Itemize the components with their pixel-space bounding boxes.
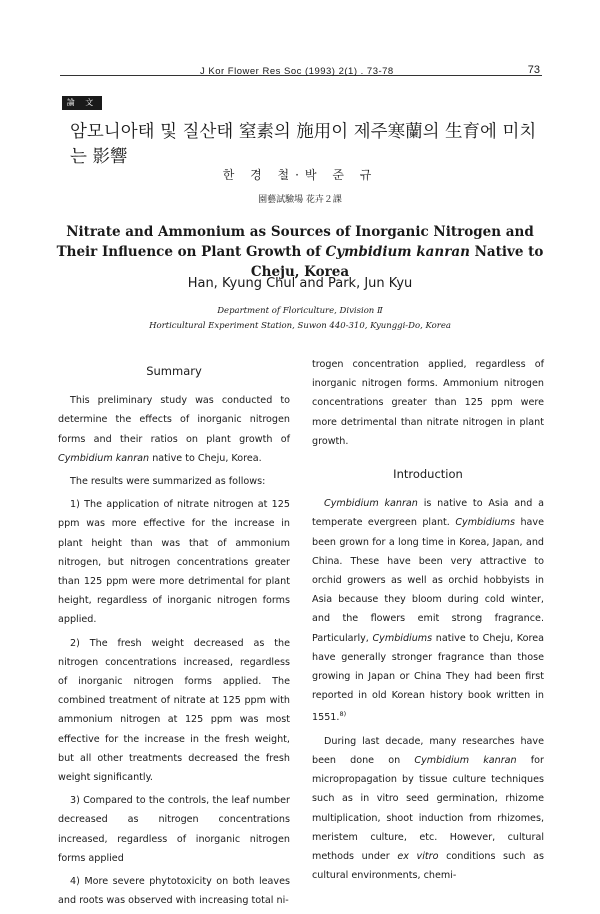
english-title — [50, 222, 550, 282]
korean-title: 암모니아태 및 질산태 窒素의 施用이 제주寒蘭의 生育에 미치는 影響 — [70, 122, 537, 167]
right-column — [312, 355, 544, 889]
intro-paragraph-2 — [312, 732, 544, 886]
summary-item-2: 2) The fresh weight decreased as the nitrogen concentrations increased, regardless of inorganic nitrogen forms applied. The combined treatment of nitrate at 125 ppm with ammonium nitrogen at 125 ppm was most effective for the increase in the fresh weight, but all other treatments decreased the fresh weight significantly. — [58, 637, 290, 784]
english-authors: Han, Kyung Chul and Park, Jun Kyu — [187, 276, 413, 291]
summary-intro-text-2: native to Cheju, Korea. — [152, 452, 262, 464]
english-affiliation — [0, 304, 600, 334]
korean-authors: 한 경 철·박 준 규 — [222, 168, 378, 182]
introduction-heading: Introduction — [393, 467, 463, 482]
affiliation-line1: Department of Floriculture, Division Ⅱ — [217, 306, 383, 316]
summary-results-lead: The results were summarized as follows: — [70, 476, 266, 488]
intro-p2-text-b: for micropropagation by tissue culture techniques such as in vitro seed germination, rhizome multiplication, shoot induction from rhizomes, meristem culture, etc. However, cultural methods under — [312, 755, 544, 863]
intro-text-a: is native to Asia and a temperate evergreen plant. — [312, 498, 544, 529]
summary-item-4: 4) More severe phytotoxicity on both leaves and roots was observed with increasing total ni- — [58, 876, 290, 907]
title-species: Cymbidium kanran — [325, 244, 470, 260]
summary-heading: Summary — [146, 364, 202, 378]
article-type-badge: 論 文 — [62, 96, 102, 110]
summary-intro-species: Cymbidium kanran — [58, 452, 150, 464]
title-part2: Native to Cheju, Korea — [250, 244, 544, 280]
summary-intro — [58, 391, 290, 468]
intro-p2-text-c: conditions such as cultural environments, chemi- — [312, 851, 544, 882]
intro-text-b: have been grown for a long time in Korea, Japan, and China. These have been very attractive to orchid growers as well as orchid hobbyists in Asia because they bloom during cold winter, and the flowers emit strong fragrance. Particularly, — [312, 517, 544, 644]
left-column — [58, 362, 290, 914]
summary-item-3: 3) Compared to the controls, the leaf number decreased as nitrogen concentrations increased, regardless of inorganic nitrogen forms applied — [58, 795, 290, 864]
summary-item-1: 1) The application of nitrate nitrogen at 125 ppm was more effective for the increase in plant height than was that of ammonium nitrogen, but nitrogen concentrations greater than 125 ppm were more detrimental for plant height, regardless of inorganic nitrogen forms applied. — [58, 499, 290, 626]
title-part1: Nitrate and Ammonium as Sources of Inorganic Nitrogen and Their Influence on Plant Growth of — [56, 224, 534, 260]
page-number: 73 — [527, 64, 540, 76]
intro-paragraph-1 — [312, 494, 544, 728]
reference-mark: 8) — [339, 710, 347, 719]
affiliation-line2: Horticultural Experiment Station, Suwon 440-310, Kyunggi-Do, Korea — [149, 321, 451, 331]
summary-intro-text: This preliminary study was conducted to determine the effects of inorganic nitrogen forms and their ratios on plant growth of — [58, 395, 290, 445]
intro-text-c: native to Cheju, Korea have generally stronger fragrance than those growing in Japan or China They had been first reported in old Korean history book written in 1551. — [312, 632, 544, 724]
running-head: J Kor Flower Res Soc (1993) 2(1) . 73-78 — [200, 66, 394, 77]
intro-p2-text-a: During last decade, many researches have been done on — [312, 735, 544, 767]
intro-species: Cymbidium kanran — [324, 498, 418, 510]
korean-affiliation: 園藝試驗場 花卉２課 — [258, 195, 342, 205]
intro-species-2: Cymbidiums — [455, 517, 515, 529]
intro-p2-species: Cymbidium kanran — [414, 755, 517, 767]
intro-p2-ex-vitro: ex vitro — [397, 851, 439, 863]
summary-item-4-cont: trogen concentration applied, regardless of inorganic nitrogen forms. Ammonium nitrogen concentrations greater than 125 ppm were more detrimental than nitrate nitrogen in plant growth. — [312, 359, 544, 447]
intro-species-3: Cymbidiums — [372, 632, 433, 644]
